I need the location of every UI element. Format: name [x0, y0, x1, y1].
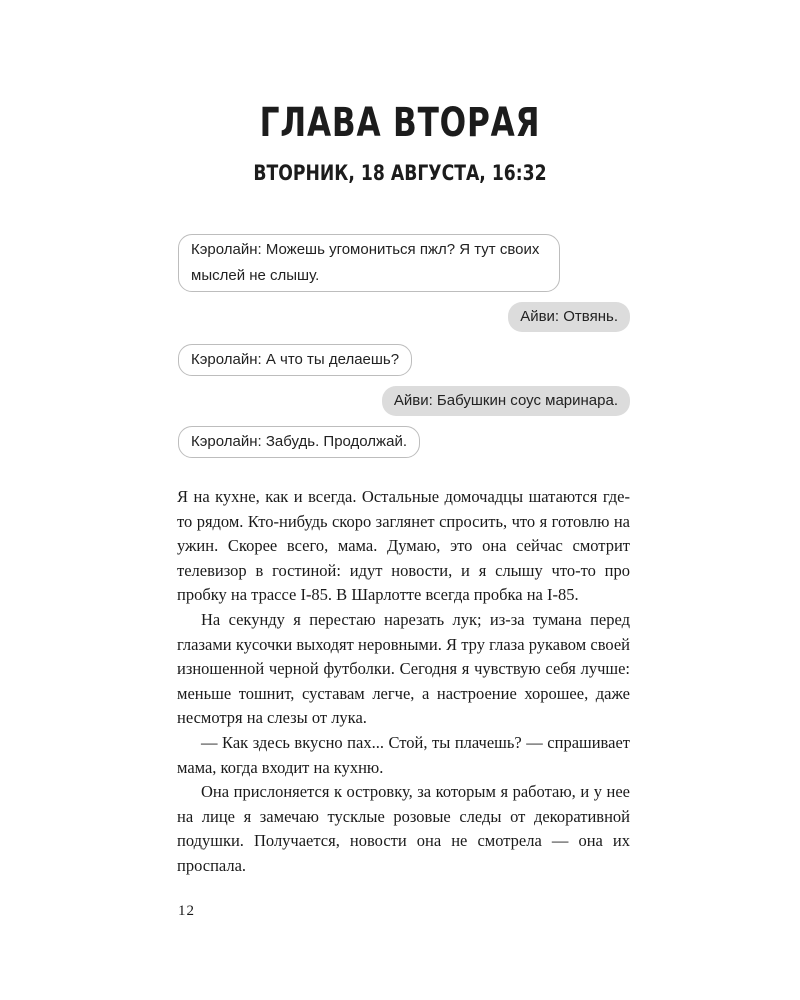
chat-row	[178, 386, 630, 416]
chat-message-ivy: Айви: Бабушкин соус маринара.	[382, 386, 630, 416]
body-text	[177, 485, 630, 879]
chat-message-ivy: Айви: Отвянь.	[508, 302, 630, 332]
paragraph: На секунду я перестаю нарезать лук; из-за тумана перед глазами кусочки выходят неровными. Я тру глаза рукавом своей изношенной черной футболки. Сегодня я чувствую себя лучше: меньше тошнит, суставам легче, а настроение хорошее, даже несмотря на слезы от лука.	[177, 609, 630, 728]
chat-message-caroline: Кэролайн: Забудь. Продолжай.	[178, 426, 420, 458]
chat-row	[178, 302, 630, 332]
chapter-title: ГЛАВА ВТОРАЯ	[259, 100, 541, 146]
paragraph: Она прислоняется к островку, за которым я работаю, и у нее на лице я замечаю тусклые розовые следы от декоративной подушки. Получается, новости она не смотрела — она их проспала.	[177, 782, 630, 875]
chat-row	[178, 344, 630, 376]
chat-row	[178, 426, 630, 458]
chat-transcript	[178, 234, 630, 458]
chat-row	[178, 234, 630, 292]
chapter-date: ВТОРНИК, 18 АВГУСТА, 16:32	[253, 161, 547, 185]
paragraph: — Как здесь вкусно пах... Стой, ты плачешь? — спрашивает мама, когда входит на кухню.	[177, 732, 630, 777]
page-number: 12	[178, 903, 195, 919]
paragraph: Я на кухне, как и всегда. Остальные домочадцы шатаются где-то рядом. Кто-нибудь скоро заглянет спросить, что я готовлю на ужин. Скорее всего, мама. Думаю, это она сейчас смотрит телевизор в гостиной: идут новости, и я слышу что-то про пробку на трассе I-85. В Шарлотте всегда пробка на I-85.	[177, 487, 630, 605]
chat-message-caroline: Кэролайн: А что ты делаешь?	[178, 344, 412, 376]
chat-message-caroline: Кэролайн: Можешь угомониться пжл? Я тут своих мыслей не слышу.	[178, 234, 560, 292]
